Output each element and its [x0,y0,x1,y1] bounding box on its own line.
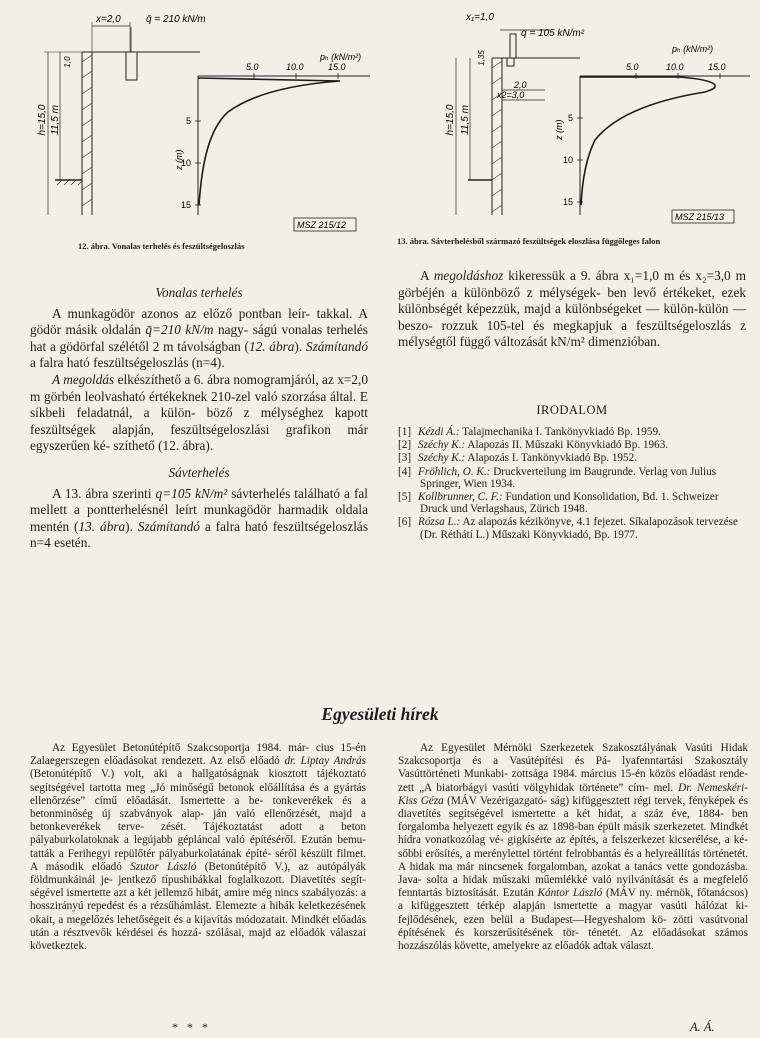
fig12-ph-label: pₕ (kN/m²) [320,52,362,62]
p2-emphasis: A megoldás [52,371,115,387]
paragraph-solution [398,268,746,351]
fig13-dim-x1: x₁=1,0 [466,12,494,23]
p2-text: elkészíthető a 6. ábra nomogramjáról, az x=2,0 m görbén leolvasható értékeknek 210-zel való szorzása által. E síkbeli feladatnál, a külön- böző z mélységhez kapott feszültségek alapján, feszültségeloszlási grafikon már egyszerűen ké- szíthető (12. ábra). [30,371,368,454]
ref-text: Alapozás I. Tankönyvkiadó Bp. 1952. [465,452,638,465]
news-signature: A. Á. [690,1020,715,1034]
paragraph-1 [30,306,368,372]
news-left-name-1: dr. Liptay András [284,755,366,768]
fig13-curve [580,77,715,205]
separator-stars: * * * [172,1020,208,1034]
sol-text-a: A [420,268,434,283]
fig12-curve [198,78,340,205]
p3-fig-ref: 13. ábra [78,518,126,534]
fig13-load: q = 105 kN/m² [521,28,585,39]
news-right-name-1: Dr. Nemeskéri-Kiss Géza [398,781,748,807]
p3-q: q=105 kN/m² [155,485,228,501]
fig13-z-tick-2: 10 [563,155,574,165]
fig12-load: q̄ = 210 kN/m [146,14,206,25]
fig13-px-tick-2: 10.0 [666,62,684,72]
fig13-ph-label: pₕ (kN/m²) [672,44,714,54]
ref-num: [5] [398,491,412,504]
p1-text-c: ). [294,338,306,354]
paragraph-3 [30,486,368,552]
news-left-column [30,742,366,953]
ref-text: Alapozás II. Műszaki Könyvkiadó Bp. 1963. [465,439,669,452]
fig12-px-tick-1: 5.0 [246,62,259,72]
news-right-text-b: (MÁV Vezérigazgató- ság) kifüggesztett régi tervek, fényképek és diavetítés segítségével ismertette a két hidat, a száz éve, 1884- ben forgalomba helyezett egyik és az 1898-ban épült másik szerkezetet. Mindkét hídra vonatkozólag vé- gigkísérte az építés, a felszerkezet kicserélése, a ké- sőbbi erősítés, a merénylettel történt felrobbantás és a helyreállítás történetét. A hidak ma már nincsenek forgalomban, azokat a tanács vette gondozásba. Java- solta a hidak műszaki műemlékké való nyilvánítását és a megfelelő fenntartás biztosítását. Ezután [398,794,748,900]
ref-author: Fröhlich, O. K.: [418,465,491,478]
fig12-z-label: z (m) [174,149,184,170]
news-right-text-a: Az Egyesület Mérnöki Szerkezetek Szakosztályának Vasúti Hidak Szakcsoportja és a Vasútépítési és Pá- lyafenntartási Szakosztály Vasúttörténeti Munkabi- zottsága 1984. március 15-én közös előadást rende- zett „A biatorbágyi vasúti völgyhidak története” cím- mel. [398,742,748,794]
news-left-text-b: (Betonútépítő V.) volt, aki a hallgatóságnak kiosztott tájékoztató segítségével tartotta meg „Jó minőségű betonok előállítása és a gyártás ellenőrzése” című előadását. Ismertette a be- tonkeverékek és a betonminőség új szabványok alap- ján való ellenőrzését, majd a betonkeverékek terve- zését. Tájékoztatást adott a beton pályaburkolatoknak a legújabb gépláncal való építéséről. Ezután bemu- tatták a Ferihegyi repülőtér pályaburkolatának építé- séről készült filmet. A második előadó [30,768,366,873]
sol-emphasis: megoldáshoz [433,268,504,283]
paragraph-2 [30,372,368,455]
fig12-dim-1: 1,0 [63,56,72,68]
figure-13 [380,0,760,240]
p1-q: q̄=210 kN/m [145,322,214,338]
reference-item [398,516,746,540]
p3-text-a: A 13. ábra szerinti [52,485,156,501]
subheading-vonalas: Vonalas terhelés [155,285,243,300]
reference-item [398,466,746,490]
ref-text: Talajmechanika I. Tankönyvkiadó Bp. 1959. [459,426,661,438]
news-left-text-c: (Betonútépítő V.), az autópályák földmunkáinál je- jentkező típushibákkal foglalkozott. Diavetítés segít- ségével ismertette azt a két jellemző hibát, amire még nincs szabályozás: a hosszirányú repedést és a rézsűhámlást. Elemezte a hibák keletkezésének okait, a megelőzés lehetőségeit és a kijavítás módozatait. Mindkét előadás után a résztvevők kérdései és hozzá- szólásai, majd az előadók válaszai következtek. [30,860,366,953]
fig13-z-tick-1: 5 [568,113,574,123]
fig12-caption: 12. ábra. Vonalas terhelés és feszültségeloszlás [78,241,245,251]
p3-text-d: a falra ható feszültségeloszlás n=4 esetén. [30,518,369,551]
news-right-column [398,742,748,953]
ref-text: Az alapozás kézikönyve, 4.1 fejezet. Síkalapozások tervezése (Dr. Réthátí L.) Műszaki Könyvkiadó, Bp. 1977. [420,516,738,541]
subheading-savterheles: Sávterhelés [168,464,230,480]
ref-text: Fundation und Konsolidation, Bd. 1. Schweizer Druck und Verlagshaus, Zürich 1948. [420,491,719,516]
news-right-text-c: (MÁV ny. mérnök, főtanácsos) a kifüggesztett térkép alapján ismertette a magyar vasúti hálózat ki- fejlődésének, ezen belül a Budapest—Hegyeshalom kö- zötti vasútvonal építésének és korszerűsítésének tör- ténetét. Az előadásokat számos hozzászólás követte, amelyekre az előadók adtak választ. [398,887,748,953]
p1-fig-ref: 12. ábra [248,338,295,354]
reference-item [398,491,746,515]
reference-item [398,452,746,464]
fig12-z-tick-2: 10 [181,158,192,168]
reference-item [398,426,746,438]
ref-author: Kollbrunner, C. F.: [418,491,503,504]
left-column [30,285,368,552]
fig13-std: MSZ 215/13 [675,212,725,222]
fig13-z-tick-3: 15 [563,197,574,207]
fig13-px-tick-1: 5.0 [626,62,639,72]
fig13-dim-135: 1,35 [477,50,486,66]
ref-num: [3] [398,452,412,465]
ref-text: Druckverteilung im Baugrunde. Verlag von Julius Springer, Wien 1934. [420,465,717,490]
fig13-dim-h: h=15,0 [445,104,456,136]
news-heading: Egyesületi hírek [321,704,439,724]
figure-12 [0,0,380,240]
ref-num: [1] [398,426,412,438]
p1-text-b: nagy- ságú vonalas terhelés hat a gödörfal szélétől 2 m távolságban ( [30,322,368,354]
fig12-dim-h: h=15,0 [37,104,48,136]
fig12-z-tick-1: 5 [186,116,192,126]
p3-text-c: ). [125,518,138,534]
p1-text-d: a falra ható feszültségeloszlás (n=4). [30,355,225,371]
fig13-z-label: z (m) [554,119,564,140]
ref-author: Széchy K.: [418,439,466,452]
p3-text-b: sávterhelés található a fal mellett a pontterhelésnél leírt munkagödör harmadik oldala mentén ( [30,485,368,534]
fig13-dim-20: 2,0 [514,80,527,90]
fig12-dim-x: x=2,0 [96,14,121,25]
ref-author: Rózsa L.: [418,516,461,529]
news-left-paragraph [30,742,366,953]
p1-emphasis: Számítandó [305,338,368,354]
irodalom-heading: IRODALOM [536,403,608,417]
p3-emphasis: Számítandó [137,518,200,534]
news-left-name-2: Szutor László [130,860,197,873]
fig13-caption: 13. ábra. Sávterhelésből származó feszültségek eloszlása függőleges falon [397,236,661,246]
p1-text-a: A munkagödör azonos az előző pontban leír- takkal. A gödör másik oldalán [30,305,368,338]
ref-num: [6] [398,516,412,529]
ref-num: [4] [398,465,412,478]
fig12-px-tick-2: 10.0 [286,62,304,72]
news-right-name-2: Kántor László [537,887,603,900]
fig12-std: MSZ 215/12 [297,220,347,230]
reference-item [398,439,746,451]
references-list [398,426,746,542]
fig12-z-tick-3: 15 [181,200,192,210]
news-right-paragraph [398,742,748,953]
sol-text-b: kikeressük a 9. ábra x₁=1,0 m és x₂=3,0 m görbéjén a különböző z mélységek- ben levő értékeket, ezek különbségét képezzük, majd a különbségeket — külön-külön — beszo- rozzuk 105-tel és megkapjuk a feszültségeloszlás z mélységtől függő változását kN/m² dimenzióban. [398,268,746,350]
right-column [398,268,746,351]
ref-author: Széchy K.: [418,452,466,465]
news-left-text-a: Az Egyesület Betonútépítő Szakcsoportja 1984. már- cius 15-én Zalaegerszegen előadásokat rendezett. Az első előadó [30,742,366,768]
fig13-dim-x2: x2=3,0 [497,90,525,100]
fig13-dim-115: 11,5 m [460,105,471,135]
fig12-px-tick-3: 15.0 [328,62,346,72]
ref-author: Kézdi Á.: [418,426,460,438]
ref-num: [2] [398,439,412,452]
fig12-dim-115: 11,5 m [50,105,61,135]
fig13-px-tick-3: 15.0 [708,62,726,72]
